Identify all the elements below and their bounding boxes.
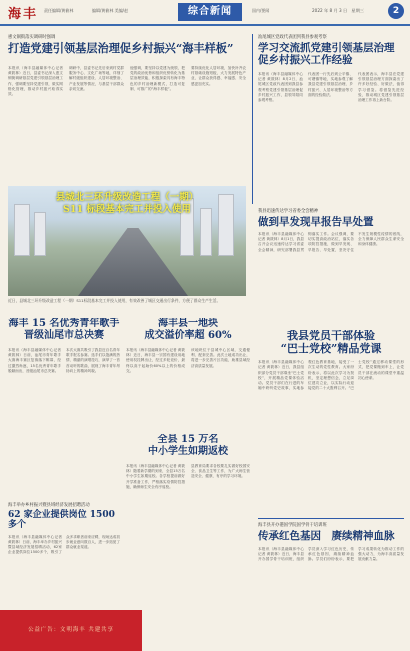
article-headline-2: “巴士党校”精品党课 xyxy=(280,341,382,355)
road-shape xyxy=(78,228,188,296)
article-column: 本次大赛共吸引了我县近百名青年歌手报名参赛。选手们以饱满的热情、精湛的演唱技巧，演绎了一首首动听的歌曲，展现了海丰青年昂扬向上的精神风貌。 xyxy=(66,348,120,373)
article-headline: 海丰县一地块 xyxy=(158,318,218,329)
public-service-ad: 公益广告：文明海丰 共建共享 xyxy=(0,610,142,651)
article-column: 调研中，县委书记先后来到村党群服务中心、文化广场等地，详细了解村级组织建设、人居环境整治、产业发展等情况，与基层干部群众亲切交流。 xyxy=(69,66,124,91)
article-column: 本报讯（海丰县融媒体中心记者 黄筱林）日前，汕尾市青年歌手大赛海丰赛区复赛落下帷幕，经过激烈角逐，15名优秀青年歌手脱颖而出，晋级汕尾市总决赛。 xyxy=(8,348,61,373)
page-number: 2 xyxy=(388,3,404,19)
article-column: 本报讯（海丰县融媒体中心记者 黄筱林）随着新学期的到来，全县15万名中小学生如期返校。各学校提前做好开学准备工作，严格落实疫情防控措施，确保师生安全有序返校。 xyxy=(126,464,185,489)
page-label: 国内/要闻 xyxy=(252,8,270,13)
photo-title-line2: S11 标段基本完工并投入使用 xyxy=(63,204,191,215)
article-headline: 海丰 15 名优秀青年歌手 xyxy=(8,318,120,329)
article-headline-2: 中小学生如期返校 xyxy=(148,445,228,457)
article-kicker: 海丰县开办港国学院国学骨干培训班 xyxy=(258,523,327,528)
newspaper-logo: 海丰 xyxy=(8,7,39,22)
article-party-building xyxy=(8,34,246,184)
article-school-return xyxy=(126,434,250,584)
article-kicker: 汕尾城区党政代表团到我县参观考察 xyxy=(258,35,327,40)
article-kicker: 我县迅速传达学习省委全会精神 xyxy=(258,209,319,214)
article-column: 代表团表示，海丰县在党建引领基层治理方面探索出了许多好经验、好做法，值得学习借鉴。将借鉴先进经验，推动城区党建引领基层治理工作再上新台阶。 xyxy=(358,72,404,103)
article-study-tour xyxy=(258,34,404,204)
article-kicker: 惠文铜街落实调研时强调 xyxy=(8,35,56,40)
article-column: 该地块位于县城中心区域，交通便利、配套完善。此次土地成功出让，将进一步完善片区功能，助推县域经济高质量发展。 xyxy=(191,348,250,368)
article-body: 本报讯（海丰县融媒体中心记者 黄筱林）日前，海丰举办乡村振兴暨县域经济发展招聘活动，62家企业提供岗位1500多个，吸引了众多求职者前来应聘，现场达成初步就业意向数百人，进一步拓宽了群众就业渠道。 xyxy=(8,534,120,555)
article-column: 本报讯（海丰县融媒体中心记者 黄筱林）近日，县委书记深入惠文铜街调研基层党建引领基层治理工作，强调要坚持党建引领，做实网格化管理，推动乡村振兴取得实效。 xyxy=(8,66,63,97)
article-headline-2: 晋级汕尾市总决赛 xyxy=(24,329,104,341)
article-column: 本报讯（海丰县融媒体中心记者 黄筱林）近日，海丰县一宗国有建设用地使用权挂牌出让，经过多轮竞价，最终以高于起始价60%以上的价格成交。 xyxy=(126,348,185,373)
section-divider xyxy=(258,518,404,519)
article-headline: 做到早发现早报告早处置 xyxy=(258,216,374,228)
article-column: 要持续优化人居环境，加快补齐农村基础设施短板，大力发展特色产业，让群众获得感、幸福感、安全感更加充实。 xyxy=(191,66,246,86)
photo-title xyxy=(8,192,246,216)
article-headline: 传承红色基因 赓续精神血脉 xyxy=(258,530,395,542)
article-kicker: 海丰举办乡村振兴暨县域经济发展招聘活动 xyxy=(8,503,90,508)
article-headline: 全县 15 万名 xyxy=(157,434,219,445)
article-body: 本报讯（海丰县融媒体中心记者 黄筱林）8月1日，我县召开会议迅速传达学习省委全会精神，研究部署我县贯彻落实工作。会议强调，要切实提高政治站位，落实各项防控措施，做到早发现、早报告、早处置，坚决守住不发生规模性疫情的底线，全力保障人民群众生命安全和身体健康。 xyxy=(258,232,404,252)
article-column: 他强调，要坚持以党建为统领，把党的政治优势和组织优势转化为基层治理效能，积极探索具有海丰特色的乡村治理新模式，打造可复制、可推广的“海丰样板”。 xyxy=(130,66,185,91)
road-photo xyxy=(8,186,246,296)
article-epidemic xyxy=(258,208,404,324)
building-shape xyxy=(34,212,46,256)
photo-caption: 近日，县城北三环升级改造工程（一期）S11标段基本完工并投入使用，有效改善了城区交通出行条件，方便了群众生产生活。 xyxy=(8,298,221,303)
article-headline-2: 成交溢价率超 60% xyxy=(144,329,232,341)
column-divider xyxy=(252,34,253,204)
article-body: 本报讯（海丰县融媒体中心记者 黄筱林）近日，海丰县开办国学骨干培训班，组织学员深入学习红色历史，传承红色基因，赓续精神血脉。学员们纷纷表示，要把学习成果转化为推动工作的强大动力，为海丰高质量发展贡献力量。 xyxy=(258,547,404,562)
article-headline: 打造党建引领基层治理促乡村振兴“海丰样板” xyxy=(8,41,234,55)
header-editor-2: 编辑/黄筱林 美编/赵 xyxy=(92,8,128,13)
article-body: 本报讯（海丰县融媒体中心记者 黄筱林）近日，我县组织部分党员干部乘坐“巴士党校”，开展精品党课体验活动。党员干部们在行进的车厢中聆听党史故事，实地参观红色教育基地，接受了一次生动的党性教育。大家纷纷表示，将以此次学习为契机，坚定理想信念，立足岗位建功立业，以实际行动迎接党的二十大胜利召开。“巴士党校”通过移动课堂的形式，把党课搬到车上，让党员干部在流动的课堂中重温初心使命。 xyxy=(258,360,404,391)
article-column: 本报讯（海丰县融媒体中心记者 黄筱林）8月2日，汕尾城区党政代表团到我县参观考察党建引领基层治理促乡村振兴工作，县领导陪同参观考察。 xyxy=(258,72,303,103)
article-headline: 学习交流抓党建引领基层治理促乡村振兴工作经验 xyxy=(258,42,395,67)
issue-date: 2022 年 8 月 3 日 星期三 xyxy=(312,8,364,13)
article-column: 县教育局要求各校要扎实做好校园安全、食品卫生等工作，为广大师生营造安全、健康、有序的学习环境。 xyxy=(191,464,250,479)
photo-title-line1: 县城北三环升级改造工程（一期） xyxy=(55,192,199,203)
section-title: 综合新闻 xyxy=(178,3,242,21)
article-column: 代表团一行先后到公平镇、可塘镇等地，实地参观了解我县党建引领基层治理、乡村振兴、人居环境整治等方面的经验做法。 xyxy=(308,72,353,97)
article-recruitment xyxy=(8,502,120,606)
article-headline: 我县党员干部体验 xyxy=(287,330,375,342)
article-headline: 62 家企业提供岗位 1500 多个 xyxy=(8,510,115,531)
article-bus-school xyxy=(258,330,404,510)
article-land-sale xyxy=(126,318,250,430)
article-red-gene xyxy=(258,522,404,647)
header-editor: 责任编辑/黄筱林 xyxy=(44,8,74,13)
page-header xyxy=(0,0,410,26)
article-singers xyxy=(8,318,120,498)
